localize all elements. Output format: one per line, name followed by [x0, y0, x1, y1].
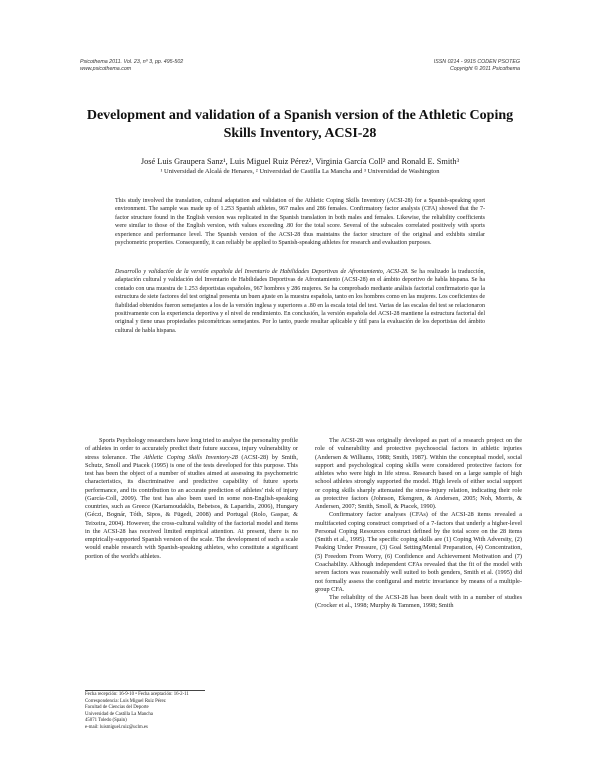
paper-title: Development and validation of a Spanish version of the Athletic Coping Skills Inventory, ACSI-28 — [86, 108, 514, 141]
body-column-left — [85, 437, 298, 561]
footnote-faculty: Facultad de Ciencias del Deporte — [85, 705, 149, 710]
footnote-dates: Fecha recepción: 16-9-10 • Fecha aceptación: 16-2-11 — [85, 692, 189, 697]
footnote-divider — [85, 690, 205, 691]
affiliations: ¹ Universidad de Alcalá de Henares, ² Universidad de Castilla La Mancha and ³ Universidad de Washington — [160, 168, 440, 175]
body-paragraph: Confirmatory factor analyses (CFAs) of the ACSI-28 items revealed a multifaceted coping construct comprised of a 7-factors that underly a higher-level Personal Coping Resources construct defined by the total score on the 28 items (Smith et al., 1995). The specific coping skills are (1) Coping With Adversity, (2) Peaking Under Pressure, (3) Goal Setting/Mental Preparation, (4) Concentration, (5) Freedom From Worry, (6) Confidence and Achievement Motivation and (7) Coachability. Although independent CFAs revealed that the fit of the model with seven factors was reasonably well suited to both genders, Smith et al. (1995) did not formally assess the configural and metric invariance by means of a multiple-group CFA. — [315, 511, 522, 593]
journal-header-right — [434, 59, 520, 73]
abstract-spanish — [115, 268, 485, 335]
footnote-correspondence: Correspondencia: Luis Miguel Ruiz Pérez — [85, 698, 166, 704]
intro-text-a: Sports Psychology researchers have long tried to analyse the personality profile of athletes in order to accurately predict their future success, injury vulnerability or stress tolerance. The — [85, 437, 298, 461]
issn-line: ISSN 0214 - 9915 CODEN PSOTEG — [433, 59, 520, 65]
body-column-right — [315, 437, 522, 611]
intro-paragraph — [85, 437, 298, 561]
journal-citation: Psicothema 2011. Vol. 23, nº 3, pp. 495-502 — [80, 59, 184, 65]
journal-header-left — [80, 59, 183, 73]
test-name-italic: Athletic Coping Skills Inventory-28 — [143, 453, 238, 461]
footnote-email: e-mail: luismiguel.ruiz@uclm.es — [85, 724, 148, 730]
journal-website: www.psicothema.com — [80, 66, 132, 72]
abstract-english: This study involved the translation, cultural adaptation and validation of the Athletic Coping Skills Inventory (ACSI-28) for a Spanish-speaking sport environment. The sample was made up of 1.253 Spanish athletes, 967 males and 286 females. Confirmatory factor analysis (CFA) showed that the 7-factor structure found in the English version was replicated in the Spanish translation in both males and females. Likewise, the reliability coefficients were similar to those of the English version, with values exceeding .80 for the total score. Several of the subscales correlated positively with sports experience and performance level. The Spanish version of the ACSI-28 thus maintains the factor structure of the original and exhibits similar psychometric properties. Consequently, it can reliably be applied to Spanish-speaking athletes for research and evaluation purposes. — [115, 198, 485, 247]
body-paragraph: The ACSI-28 was originally developed as part of a research project on the role of vulnerability and protective psychosocial factors in athletic injuries (Andersen & Williams, 1988; Smith, 1987). Within the conceptual model, social support and psychological coping skills were considered protective factors for athletes who were high in life stress. Research based on a large sample of high school athletes strongly supported the model. High levels of either social support or coping skills sharply attenuated the stress-injury relation, indicating their role as protective factors (Johnson, Ekengren, & Andersen, 2005; Noh, Morris, & Andersen, 2007; Smith, Smoll, & Ptacek, 1990). — [315, 437, 522, 511]
intro-text-b: (ACSI-28) by Smith, Schutz, Smoll and Ptacek (1995) is one of the tests developed for this purpose. This test has been the object of a number of studies aimed at assessing its psychometric characteristics, its discriminative and predictive capability of future sports performance, and its contribution to an accurate prediction of athletes' risk of injury (García-Coll, 2009). The test has also been used in some non-English-speaking countries, such as Greece (Kartamoudaklis, Bebetsos, & Laparidis, 2006), Hungary (Géczi, Bognár, Tóth, Sipos, & Fügedi, 2008) and Portugal (Rolo, Gaspar, & Teixeira, 2004). However, the cross-cultural validity of the factorial model and items in the ACSI-28 has received limited empirical attention. At present, there is no empirically-supported Spanish version of the scale. The development of such a scale would enable research with Spanish-speaking athletes, who constitute a significant portion of the world's athletes. — [85, 453, 298, 560]
correspondence-footnote — [85, 692, 305, 731]
abstract-spanish-title: Desarrollo y validación de la versión española del Inventario de Habilidades Deportivas de Afrontamiento, ACSI-28. — [115, 269, 409, 275]
footnote-university: Universidad de Castilla La Mancha — [85, 711, 153, 717]
abstract-spanish-body: Se ha realizado la traducción, adaptación cultural y validación del Inventario de Habilidades Deportivas de Afrontamiento (ACSI-28) en el ámbito deportivo de habla hispana. Se ha contado con una muestra de 1.253 deportistas españoles, 967 hombres y 286 mujeres. Se ha comprobado mediante análisis factorial confirmatorio que la estructura de siete factores del test original presenta un buen ajuste en la muestra española, tanto en los hombres como en las mujeres. Los coeficientes de fiabilidad obtenidos fueron semejantes a los de la versión inglesa y superiores a .80 en la escala total del test. Varias de las escalas del test se relacionaron positivamente con la experiencia deportiva y el nivel de rendimiento. En conclusión, la versión española del ACSI-28 mantiene la estructura factorial del original y tiene unas propiedades psicométricas semejantes. Por lo tanto, puede resultar aplicable y útil para la evaluación de los deportistas del ámbito cultural de habla hispana. — [115, 269, 485, 334]
copyright-line: Copyright © 2011 Psicothema — [449, 66, 520, 72]
footnote-address: 45071 Toledo (Spain) — [85, 718, 127, 723]
body-paragraph: The reliability of the ACSI-28 has been dealt with in a number of studies (Crocker et al., 1998; Murphy & Tammen, 1998; Smith — [315, 594, 522, 610]
author-list: José Luis Graupera Sanz¹, Luis Miguel Ruiz Pérez², Virginia García Coll² and Ronald E. Smith³ — [140, 157, 460, 166]
